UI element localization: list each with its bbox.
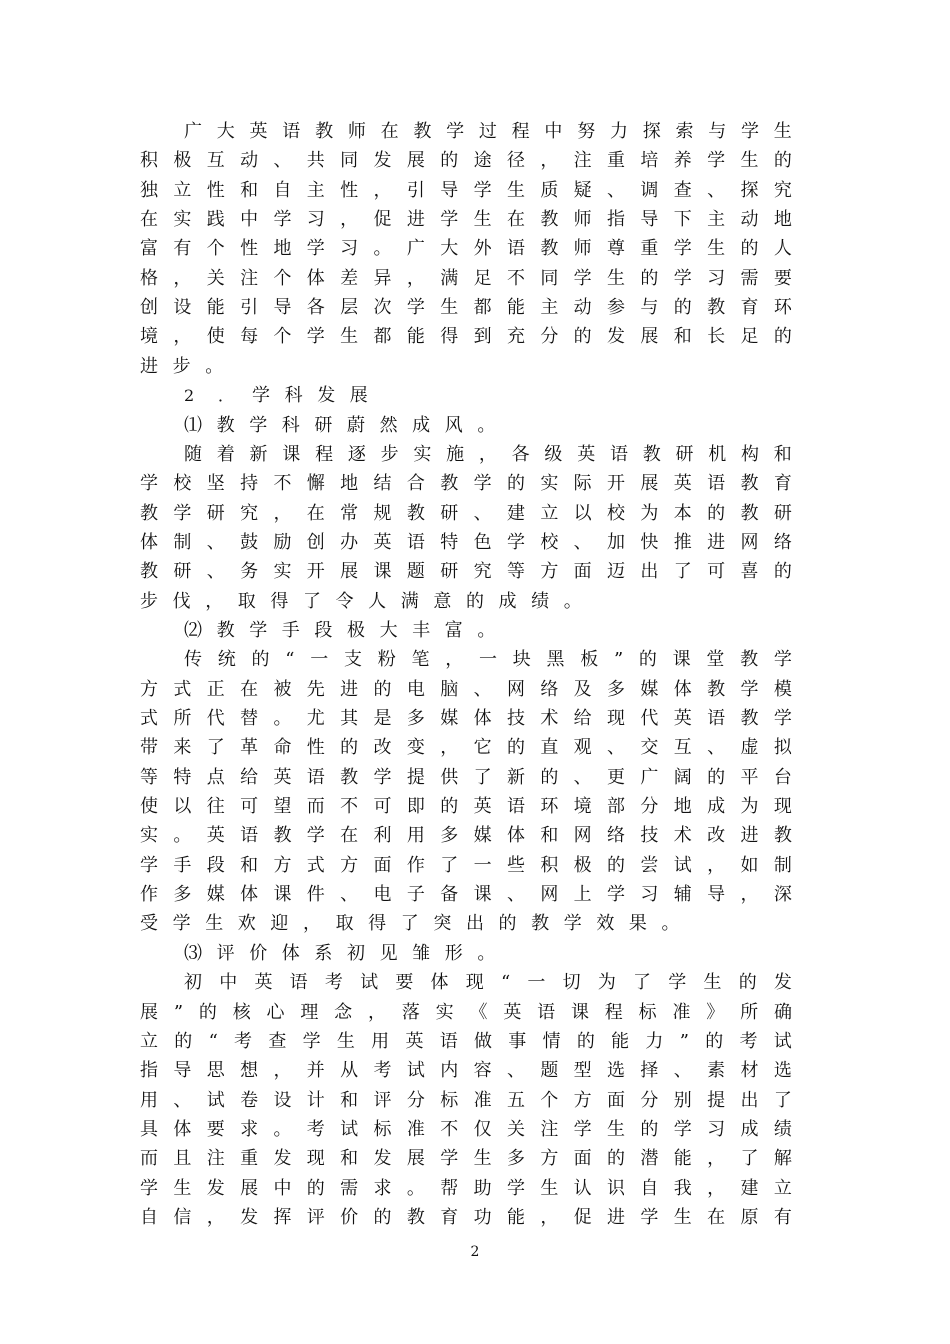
text-line: 在 实 践 中 学 习 ， 促 进 学 生 在 教 师 指 导 下 主 动 地 (140, 209, 792, 231)
text-line: ⑶ 评 价 体 系 初 见 雏 形 。 (184, 942, 496, 964)
text-line: 而 且 注 重 发 现 和 发 展 学 生 多 方 面 的 潜 能 ， 了 解 (140, 1148, 792, 1170)
text-line: ⑴ 教 学 科 研 蔚 然 成 风 。 (184, 414, 496, 436)
text-line: 教 学 研 究 ， 在 常 规 教 研 、 建 立 以 校 为 本 的 教 研 (140, 502, 792, 524)
text-line: 广 大 英 语 教 师 在 教 学 过 程 中 努 力 探 索 与 学 生 (184, 121, 792, 142)
text-line: 方 式 正 在 被 先 进 的 电 脑 、 网 络 及 多 媒 体 教 学 模 (140, 678, 792, 700)
text-line: 自 信 ， 发 挥 评 价 的 教 育 功 能 ， 促 进 学 生 在 原 有 (140, 1206, 792, 1228)
text-line: 作 多 媒 体 课 件 、 电 子 备 课 、 网 上 学 习 辅 导 ， 深 (140, 884, 792, 906)
text-line: 学 生 发 展 中 的 需 求 。 帮 助 学 生 认 识 自 我 ， 建 立 (140, 1177, 792, 1199)
text-line: 式 所 代 替 。 尤 其 是 多 媒 体 技 术 给 现 代 英 语 教 学 (140, 708, 792, 729)
text-line: 境 ， 使 每 个 学 生 都 能 得 到 充 分 的 发 展 和 长 足 的 (140, 326, 792, 348)
text-line: 独 立 性 和 自 主 性 ， 引 导 学 生 质 疑 、 调 查 、 探 究 (140, 179, 792, 201)
text-line: 步 伐 ， 取 得 了 令 人 满 意 的 成 绩 。 (140, 590, 582, 612)
text-line: 随 着 新 课 程 逐 步 实 施 ， 各 级 英 语 教 研 机 构 和 (184, 443, 792, 465)
text-line: 积 极 互 动 、 共 同 发 展 的 途 径 ， 注 重 培 养 学 生 的 (140, 150, 792, 172)
text-line: 等 特 点 给 英 语 教 学 提 供 了 新 的 、 更 广 阔 的 平 台 (140, 766, 792, 788)
text-line: 2 ． 学 科 发 展 (184, 385, 368, 407)
text-line: 体 制 、 鼓 励 创 办 英 语 特 色 学 校 、 加 快 推 进 网 络 (140, 531, 792, 553)
text-line: 格 ， 关 注 个 体 差 异 ， 满 足 不 同 学 生 的 学 习 需 要 (140, 267, 792, 289)
text-line: 学 校 坚 持 不 懈 地 结 合 教 学 的 实 际 开 展 英 语 教 育 (140, 473, 792, 495)
text-line: ⑵ 教 学 手 段 极 大 丰 富 。 (184, 619, 496, 641)
text-line: 指 导 思 想 ， 并 从 考 试 内 容 、 题 型 选 择 、 素 材 选 (140, 1060, 792, 1082)
text-line: 富 有 个 性 地 学 习 。 广 大 外 语 教 师 尊 重 学 生 的 人 (140, 238, 792, 260)
text-line: 用 、 试 卷 设 计 和 评 分 标 准 五 个 方 面 分 别 提 出 了 (140, 1089, 792, 1111)
text-line: 受 学 生 欢 迎 ， 取 得 了 突 出 的 教 学 效 果 。 (140, 913, 680, 935)
text-line: 进 步 。 (140, 355, 224, 377)
text-line: 传 统 的 “ 一 支 粉 笔 ， 一 块 黑 板 ” 的 课 堂 教 学 (184, 649, 792, 671)
text-line: 使 以 往 可 望 而 不 可 即 的 英 语 环 境 部 分 地 成 为 现 (140, 796, 792, 818)
text-line: 展 ” 的 核 心 理 念 ， 落 实 《 英 语 课 程 标 准 》 所 确 (140, 1001, 792, 1023)
text-line: 具 体 要 求 。 考 试 标 准 不 仅 关 注 学 生 的 学 习 成 绩 (140, 1118, 792, 1140)
text-line: 教 研 、 务 实 开 展 课 题 研 究 等 方 面 迈 出 了 可 喜 的 (140, 561, 792, 583)
text-line: 实 。 英 语 教 学 在 利 用 多 媒 体 和 网 络 技 术 改 进 教 (140, 825, 792, 847)
page-number: 2 (470, 1244, 480, 1260)
text-line: 带 来 了 革 命 性 的 改 变 ， 它 的 直 观 、 交 互 、 虚 拟 (140, 737, 792, 759)
text-line: 创 设 能 引 导 各 层 次 学 生 都 能 主 动 参 与 的 教 育 环 (140, 297, 792, 319)
text-line: 学 手 段 和 方 式 方 面 作 了 一 些 积 极 的 尝 试 ， 如 制 (140, 854, 792, 876)
text-line: 立 的 “ 考 查 学 生 用 英 语 做 事 情 的 能 力 ” 的 考 试 (140, 1030, 792, 1052)
text-line: 初 中 英 语 考 试 要 体 现 “ 一 切 为 了 学 生 的 发 (184, 972, 792, 994)
